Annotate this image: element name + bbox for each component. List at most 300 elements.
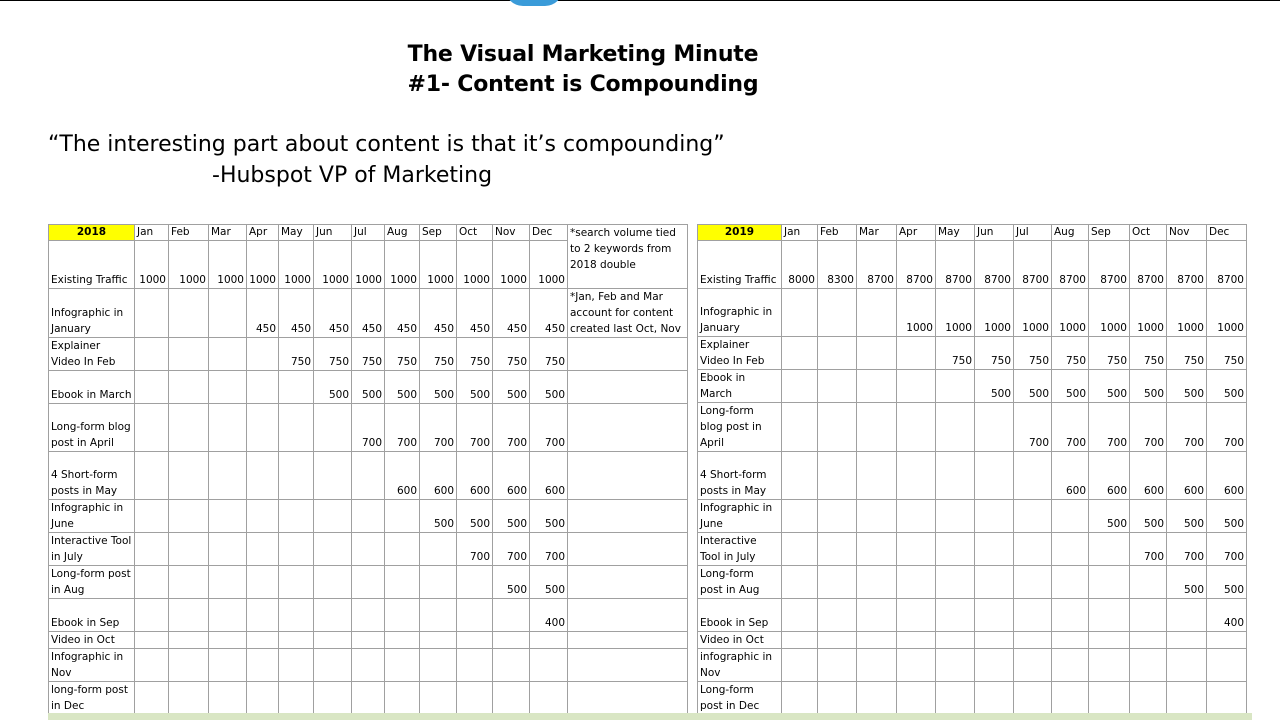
value-cell xyxy=(782,566,818,599)
value-cell: 1000 xyxy=(936,289,975,337)
value-cell xyxy=(135,632,169,649)
value-cell xyxy=(857,370,897,403)
value-cell: 1000 xyxy=(352,241,385,289)
value-cell: 700 xyxy=(457,533,493,566)
row-label: 4 Short-form posts in May xyxy=(698,452,782,500)
value-cell xyxy=(897,452,936,500)
value-cell xyxy=(857,566,897,599)
value-cell xyxy=(247,404,279,452)
value-cell xyxy=(169,566,209,599)
value-cell xyxy=(936,533,975,566)
value-cell xyxy=(975,632,1014,649)
month-header: Jun xyxy=(975,225,1014,241)
value-cell xyxy=(1014,500,1052,533)
value-cell xyxy=(818,337,857,370)
value-cell xyxy=(352,599,385,632)
value-cell xyxy=(169,682,209,715)
value-cell: 450 xyxy=(420,289,457,338)
value-cell: 700 xyxy=(352,404,385,452)
value-cell: 8700 xyxy=(897,241,936,289)
value-cell xyxy=(247,500,279,533)
value-cell xyxy=(420,533,457,566)
value-cell: 750 xyxy=(420,338,457,371)
row-label: Ebook in March xyxy=(49,371,135,404)
value-cell xyxy=(818,500,857,533)
value-cell xyxy=(135,599,169,632)
value-cell: 700 xyxy=(493,404,530,452)
value-cell xyxy=(857,337,897,370)
value-cell xyxy=(352,566,385,599)
value-cell: 500 xyxy=(314,371,352,404)
value-cell xyxy=(314,682,352,715)
row-label: Interactive Tool in July xyxy=(698,533,782,566)
value-cell xyxy=(247,682,279,715)
value-cell xyxy=(385,649,420,682)
value-cell xyxy=(209,649,247,682)
value-cell xyxy=(936,452,975,500)
value-cell: 700 xyxy=(1089,403,1130,452)
value-cell xyxy=(420,599,457,632)
value-cell xyxy=(1089,599,1130,632)
value-cell: 1000 xyxy=(314,241,352,289)
value-cell xyxy=(1089,649,1130,682)
value-cell: 500 xyxy=(352,371,385,404)
value-cell xyxy=(782,403,818,452)
value-cell: 8700 xyxy=(1130,241,1167,289)
value-cell xyxy=(135,404,169,452)
value-cell xyxy=(209,632,247,649)
empty-note-cell xyxy=(568,566,688,599)
value-cell: 1000 xyxy=(1207,289,1247,337)
month-header: Jul xyxy=(1014,225,1052,241)
value-cell: 400 xyxy=(1207,599,1247,632)
value-cell xyxy=(279,500,314,533)
value-cell xyxy=(1052,599,1089,632)
value-cell xyxy=(385,632,420,649)
value-cell: 500 xyxy=(530,566,568,599)
value-cell xyxy=(857,452,897,500)
value-cell: 700 xyxy=(1207,533,1247,566)
value-cell: 500 xyxy=(1130,500,1167,533)
month-header: Dec xyxy=(530,225,568,241)
value-cell xyxy=(1130,566,1167,599)
value-cell xyxy=(135,533,169,566)
value-cell xyxy=(1130,632,1167,649)
table-row xyxy=(49,500,688,533)
value-cell xyxy=(314,599,352,632)
value-cell xyxy=(279,682,314,715)
value-cell: 500 xyxy=(385,371,420,404)
value-cell xyxy=(1207,649,1247,682)
value-cell xyxy=(1207,632,1247,649)
month-header: Sep xyxy=(420,225,457,241)
value-cell xyxy=(818,682,857,715)
row-label: Infographic in January xyxy=(49,289,135,338)
value-cell xyxy=(493,649,530,682)
value-cell: 500 xyxy=(1207,500,1247,533)
value-cell: 600 xyxy=(1130,452,1167,500)
month-header: Oct xyxy=(457,225,493,241)
value-cell: 1000 xyxy=(247,241,279,289)
value-cell xyxy=(1130,649,1167,682)
value-cell: 700 xyxy=(1014,403,1052,452)
value-cell xyxy=(169,404,209,452)
value-cell xyxy=(897,632,936,649)
value-cell: 500 xyxy=(530,371,568,404)
table-row xyxy=(49,533,688,566)
value-cell xyxy=(1130,682,1167,715)
table-row xyxy=(698,682,1247,715)
value-cell xyxy=(1089,682,1130,715)
value-cell: 8700 xyxy=(1089,241,1130,289)
month-header: Oct xyxy=(1130,225,1167,241)
table-row xyxy=(698,452,1247,500)
value-cell xyxy=(247,566,279,599)
value-cell xyxy=(782,452,818,500)
month-header: Nov xyxy=(1167,225,1207,241)
value-cell xyxy=(936,403,975,452)
value-cell: 1000 xyxy=(975,289,1014,337)
value-cell xyxy=(936,649,975,682)
value-cell xyxy=(975,599,1014,632)
value-cell xyxy=(818,289,857,337)
value-cell xyxy=(782,599,818,632)
value-cell xyxy=(897,370,936,403)
value-cell xyxy=(314,632,352,649)
value-cell xyxy=(1089,566,1130,599)
value-cell xyxy=(169,599,209,632)
month-header: Aug xyxy=(385,225,420,241)
value-cell: 750 xyxy=(493,338,530,371)
table-row xyxy=(698,632,1247,649)
value-cell: 700 xyxy=(530,404,568,452)
empty-note-cell xyxy=(568,533,688,566)
row-label: Infographic in Nov xyxy=(49,649,135,682)
value-cell xyxy=(818,452,857,500)
empty-note-cell xyxy=(568,682,688,715)
value-cell xyxy=(493,599,530,632)
value-cell xyxy=(135,500,169,533)
value-cell: 500 xyxy=(457,500,493,533)
value-cell xyxy=(857,533,897,566)
slide-subtitle: #1- Content is Compounding xyxy=(407,72,759,97)
value-cell xyxy=(385,566,420,599)
value-cell: 450 xyxy=(530,289,568,338)
value-cell: 8700 xyxy=(1014,241,1052,289)
value-cell: 600 xyxy=(530,452,568,500)
value-cell: 750 xyxy=(385,338,420,371)
value-cell: 500 xyxy=(1089,500,1130,533)
value-cell xyxy=(135,566,169,599)
value-cell: 700 xyxy=(1167,403,1207,452)
value-cell: 600 xyxy=(457,452,493,500)
empty-note-cell xyxy=(568,371,688,404)
header-row xyxy=(698,225,1247,241)
value-cell xyxy=(1167,682,1207,715)
value-cell xyxy=(818,649,857,682)
empty-note-cell xyxy=(568,632,688,649)
value-cell: 600 xyxy=(1052,452,1089,500)
table-row xyxy=(49,599,688,632)
value-cell xyxy=(1052,682,1089,715)
table-row xyxy=(49,682,688,715)
note-cell: *Jan, Feb and Mar account for content created last Oct, Nov xyxy=(568,289,688,338)
value-cell xyxy=(782,649,818,682)
value-cell xyxy=(247,452,279,500)
blue-circle-decoration xyxy=(505,0,563,6)
value-cell xyxy=(247,338,279,371)
value-cell xyxy=(782,632,818,649)
value-cell: 1000 xyxy=(135,241,169,289)
value-cell xyxy=(857,632,897,649)
value-cell: 8000 xyxy=(782,241,818,289)
value-cell: 600 xyxy=(385,452,420,500)
empty-note-cell xyxy=(568,404,688,452)
value-cell: 700 xyxy=(1130,403,1167,452)
value-cell xyxy=(385,599,420,632)
value-cell xyxy=(135,452,169,500)
row-label: Long-form blog post in April xyxy=(698,403,782,452)
value-cell xyxy=(457,632,493,649)
value-cell: 500 xyxy=(1207,566,1247,599)
value-cell xyxy=(420,566,457,599)
empty-note-cell xyxy=(568,649,688,682)
value-cell xyxy=(135,649,169,682)
table-row xyxy=(49,338,688,371)
value-cell xyxy=(818,370,857,403)
quote-text: “The interesting part about content is that it’s compounding” xyxy=(48,132,725,157)
value-cell xyxy=(247,599,279,632)
month-header: Jul xyxy=(352,225,385,241)
table-row xyxy=(698,500,1247,533)
value-cell xyxy=(209,289,247,338)
value-cell: 8700 xyxy=(975,241,1014,289)
value-cell xyxy=(457,649,493,682)
value-cell xyxy=(857,500,897,533)
value-cell xyxy=(1014,566,1052,599)
row-label: Existing Traffic xyxy=(49,241,135,289)
value-cell xyxy=(1207,682,1247,715)
value-cell xyxy=(420,649,457,682)
row-label: Long-form post in Dec xyxy=(698,682,782,715)
value-cell xyxy=(782,500,818,533)
value-cell xyxy=(314,649,352,682)
value-cell xyxy=(936,566,975,599)
value-cell xyxy=(279,649,314,682)
table-row xyxy=(49,371,688,404)
value-cell xyxy=(314,566,352,599)
value-cell xyxy=(169,338,209,371)
note-cell: *search volume tied to 2 keywords from 2018 double xyxy=(568,225,688,289)
value-cell xyxy=(936,632,975,649)
value-cell: 8700 xyxy=(857,241,897,289)
table-row xyxy=(698,337,1247,370)
value-cell: 600 xyxy=(493,452,530,500)
value-cell: 750 xyxy=(1130,337,1167,370)
value-cell xyxy=(857,289,897,337)
value-cell: 700 xyxy=(1207,403,1247,452)
value-cell: 600 xyxy=(1089,452,1130,500)
value-cell: 750 xyxy=(457,338,493,371)
value-cell xyxy=(493,682,530,715)
value-cell: 1000 xyxy=(1089,289,1130,337)
value-cell: 500 xyxy=(1167,370,1207,403)
value-cell xyxy=(1052,533,1089,566)
value-cell: 500 xyxy=(1207,370,1247,403)
month-header: Sep xyxy=(1089,225,1130,241)
year-header: 2018 xyxy=(49,225,135,241)
top-border-line xyxy=(0,0,1280,1)
table-row xyxy=(698,370,1247,403)
value-cell: 500 xyxy=(1167,566,1207,599)
value-cell xyxy=(1014,649,1052,682)
month-header: Apr xyxy=(247,225,279,241)
value-cell: 1000 xyxy=(1130,289,1167,337)
value-cell xyxy=(1052,566,1089,599)
row-label: Infographic in June xyxy=(49,500,135,533)
value-cell xyxy=(975,500,1014,533)
value-cell xyxy=(897,337,936,370)
value-cell: 8300 xyxy=(818,241,857,289)
table-row xyxy=(698,403,1247,452)
row-label: long-form post in Dec xyxy=(49,682,135,715)
value-cell: 8700 xyxy=(1167,241,1207,289)
value-cell: 1000 xyxy=(385,241,420,289)
value-cell xyxy=(1052,632,1089,649)
value-cell xyxy=(857,682,897,715)
value-cell xyxy=(782,370,818,403)
value-cell: 500 xyxy=(1130,370,1167,403)
table-row xyxy=(49,649,688,682)
value-cell xyxy=(818,403,857,452)
row-label: 4 Short-form posts in May xyxy=(49,452,135,500)
month-header: Jan xyxy=(135,225,169,241)
value-cell: 400 xyxy=(530,599,568,632)
value-cell xyxy=(209,566,247,599)
value-cell xyxy=(385,533,420,566)
value-cell xyxy=(1089,632,1130,649)
value-cell: 750 xyxy=(1207,337,1247,370)
value-cell: 500 xyxy=(1052,370,1089,403)
value-cell: 1000 xyxy=(420,241,457,289)
value-cell: 8700 xyxy=(936,241,975,289)
value-cell: 500 xyxy=(493,566,530,599)
value-cell xyxy=(897,649,936,682)
value-cell xyxy=(818,599,857,632)
value-cell xyxy=(247,649,279,682)
value-cell: 1000 xyxy=(1014,289,1052,337)
value-cell: 750 xyxy=(1052,337,1089,370)
row-label: Long-form post in Aug xyxy=(698,566,782,599)
value-cell: 450 xyxy=(457,289,493,338)
value-cell: 600 xyxy=(1207,452,1247,500)
value-cell xyxy=(897,599,936,632)
value-cell: 700 xyxy=(530,533,568,566)
table-2018 xyxy=(48,224,688,715)
value-cell xyxy=(279,404,314,452)
value-cell xyxy=(135,289,169,338)
table-row xyxy=(49,566,688,599)
value-cell xyxy=(169,533,209,566)
value-cell: 8700 xyxy=(1052,241,1089,289)
empty-note-cell xyxy=(568,599,688,632)
value-cell xyxy=(782,289,818,337)
month-header: Jan xyxy=(782,225,818,241)
value-cell xyxy=(247,632,279,649)
value-cell xyxy=(169,649,209,682)
month-header: Dec xyxy=(1207,225,1247,241)
row-label: Ebook in March xyxy=(698,370,782,403)
value-cell xyxy=(352,632,385,649)
value-cell: 600 xyxy=(1167,452,1207,500)
value-cell: 1000 xyxy=(493,241,530,289)
table-row xyxy=(698,533,1247,566)
value-cell xyxy=(897,533,936,566)
month-header: Apr xyxy=(897,225,936,241)
value-cell xyxy=(936,500,975,533)
value-cell xyxy=(782,533,818,566)
value-cell xyxy=(209,452,247,500)
value-cell: 450 xyxy=(385,289,420,338)
value-cell xyxy=(1167,599,1207,632)
value-cell xyxy=(209,682,247,715)
value-cell: 700 xyxy=(385,404,420,452)
value-cell xyxy=(530,682,568,715)
value-cell xyxy=(1014,533,1052,566)
value-cell xyxy=(209,404,247,452)
row-label: Explainer Video In Feb xyxy=(49,338,135,371)
value-cell xyxy=(782,682,818,715)
value-cell xyxy=(1089,533,1130,566)
value-cell xyxy=(493,632,530,649)
row-label: infographic in Nov xyxy=(698,649,782,682)
value-cell xyxy=(314,500,352,533)
table-row xyxy=(49,632,688,649)
value-cell: 500 xyxy=(975,370,1014,403)
value-cell xyxy=(209,371,247,404)
value-cell: 1000 xyxy=(1167,289,1207,337)
month-header: Feb xyxy=(169,225,209,241)
value-cell xyxy=(169,452,209,500)
year-header: 2019 xyxy=(698,225,782,241)
value-cell xyxy=(897,566,936,599)
value-cell: 1000 xyxy=(209,241,247,289)
value-cell xyxy=(457,566,493,599)
value-cell: 1000 xyxy=(530,241,568,289)
table-row xyxy=(698,649,1247,682)
value-cell xyxy=(818,632,857,649)
row-label: Video in Oct xyxy=(49,632,135,649)
value-cell: 500 xyxy=(1089,370,1130,403)
month-header: Mar xyxy=(857,225,897,241)
value-cell xyxy=(457,599,493,632)
value-cell: 500 xyxy=(420,371,457,404)
value-cell: 1000 xyxy=(457,241,493,289)
value-cell xyxy=(897,403,936,452)
value-cell: 750 xyxy=(975,337,1014,370)
value-cell: 700 xyxy=(420,404,457,452)
value-cell xyxy=(818,566,857,599)
value-cell: 450 xyxy=(314,289,352,338)
value-cell xyxy=(936,370,975,403)
value-cell xyxy=(314,452,352,500)
row-label: Long-form blog post in April xyxy=(49,404,135,452)
value-cell xyxy=(530,649,568,682)
value-cell xyxy=(1014,632,1052,649)
value-cell xyxy=(420,632,457,649)
value-cell xyxy=(352,649,385,682)
table-row xyxy=(698,599,1247,632)
